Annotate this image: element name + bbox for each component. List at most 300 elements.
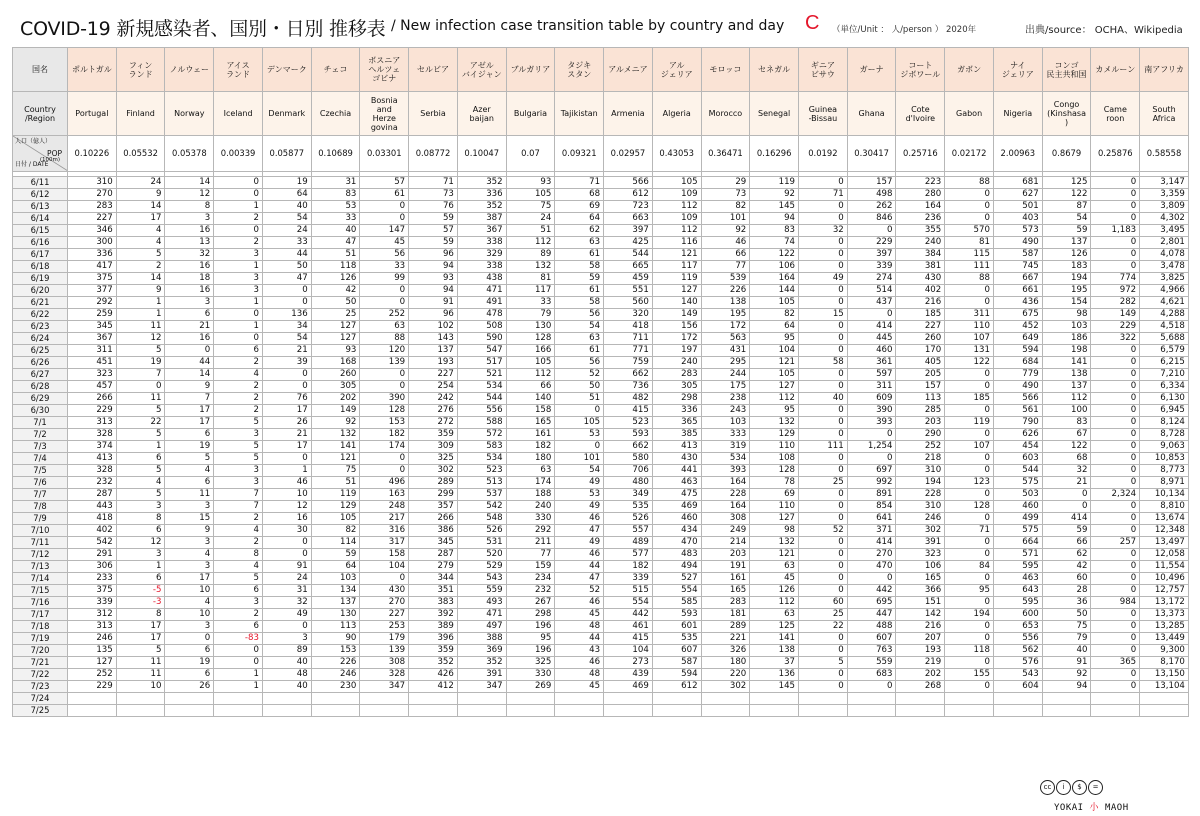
country-name-ja: コート ジボワール [896,48,945,92]
value-cell: 0 [799,537,848,549]
value-cell [165,693,214,705]
value-cell: 542 [457,501,506,513]
value-cell: 313 [68,621,117,633]
value-cell: 21 [165,321,214,333]
date-cell: 7/4 [13,453,68,465]
value-cell: 110 [945,321,994,333]
value-cell: 375 [68,273,117,285]
value-cell: 13,449 [1140,633,1189,645]
table-row [13,669,1189,681]
value-cell: 396 [409,633,458,645]
table-row [13,561,1189,573]
value-cell: 556 [993,633,1042,645]
value-cell: 174 [360,441,409,453]
value-cell: 8 [116,513,165,525]
value-cell: 305 [311,381,360,393]
value-cell: 451 [68,357,117,369]
value-cell: 16 [165,285,214,297]
date-cell: 7/21 [13,657,68,669]
value-cell: 736 [604,381,653,393]
value-cell: 168 [311,357,360,369]
value-cell: 123 [945,477,994,489]
value-cell [214,705,263,717]
value-cell: 121 [652,249,701,261]
value-cell: 88 [360,333,409,345]
value-cell: 1,183 [1091,225,1140,237]
value-cell: 8 [214,549,263,561]
value-cell: 627 [993,189,1042,201]
value-cell: 0 [945,381,994,393]
value-cell: 48 [555,669,604,681]
value-cell: 0 [1091,525,1140,537]
value-cell: 59 [409,237,458,249]
value-cell: 138 [750,645,799,657]
value-cell: 603 [993,453,1042,465]
value-cell: 2 [214,393,263,405]
value-cell: 333 [701,429,750,441]
value-cell: 471 [457,285,506,297]
value-cell: 18 [165,273,214,285]
value-cell: 120 [360,345,409,357]
date-cell: 6/12 [13,189,68,201]
value-cell [457,705,506,717]
value-cell: 0 [116,381,165,393]
value-cell: 54 [555,465,604,477]
value-cell: 10 [165,609,214,621]
table-row [13,705,1189,717]
date-cell: 6/11 [13,177,68,189]
value-cell: 371 [847,525,896,537]
value-cell: 10 [116,681,165,693]
value-cell: 128 [945,501,994,513]
country-name-en: Bosnia and Herze govina [360,92,409,136]
value-cell: 43 [555,645,604,657]
country-name-en: Armenia [604,92,653,136]
value-cell: 6,945 [1140,405,1189,417]
date-cell: 6/30 [13,405,68,417]
value-cell: 75 [506,201,555,213]
value-cell: 463 [993,573,1042,585]
value-cell: 4 [214,561,263,573]
value-cell: 79 [1042,633,1091,645]
value-cell: 298 [652,393,701,405]
value-cell [506,705,555,717]
value-cell: 181 [701,609,750,621]
value-cell: 367 [68,333,117,345]
value-cell: 113 [311,621,360,633]
value-cell: 17 [116,621,165,633]
value-cell: 145 [750,201,799,213]
value-cell: 137 [1042,381,1091,393]
value-cell: 1 [262,465,311,477]
value-cell: 413 [68,453,117,465]
value-cell: 5 [116,429,165,441]
value-cell: 0 [1091,369,1140,381]
value-cell: 40 [311,225,360,237]
value-cell: 91 [1042,657,1091,669]
value-cell: 6 [165,669,214,681]
value-cell: 9,063 [1140,441,1189,453]
value-cell: 470 [847,561,896,573]
table-row [13,201,1189,213]
sheet-letter: C [805,12,820,34]
table-row [13,237,1189,249]
country-name-en: Gabon [945,92,994,136]
value-cell: 92 [1042,669,1091,681]
value-cell: 136 [262,309,311,321]
value-cell: 417 [68,261,117,273]
value-cell: 24 [506,213,555,225]
date-cell: 7/11 [13,537,68,549]
value-cell: 105 [506,189,555,201]
value-cell: 414 [847,321,896,333]
value-cell: 22 [116,417,165,429]
value-cell: 4 [165,549,214,561]
value-cell: 320 [604,309,653,321]
value-cell: 242 [409,393,458,405]
value-cell: 0 [214,189,263,201]
country-name-ja: ガボン [945,48,994,92]
value-cell: 282 [1091,297,1140,309]
value-cell: 246 [311,669,360,681]
value-cell: 223 [896,177,945,189]
value-cell: 61 [555,345,604,357]
country-name-ja: ポルトガル [68,48,117,92]
value-cell: 219 [896,657,945,669]
value-cell: 76 [262,393,311,405]
value-cell: 17 [165,417,214,429]
value-cell: 393 [701,465,750,477]
table-row [13,549,1189,561]
value-cell: 543 [457,573,506,585]
value-cell [311,705,360,717]
value-cell: 127 [311,333,360,345]
value-cell: 1 [116,297,165,309]
value-cell: 0 [799,549,848,561]
value-cell: 66 [701,249,750,261]
date-cell: 7/18 [13,621,68,633]
value-cell: 5 [116,645,165,657]
value-cell: 216 [896,297,945,309]
value-cell: 60 [1042,573,1091,585]
value-cell: 118 [311,261,360,273]
date-cell: 7/10 [13,525,68,537]
value-cell: 3,809 [1140,201,1189,213]
value-cell: 163 [360,489,409,501]
value-cell: 32 [165,249,214,261]
value-cell: 13,285 [1140,621,1189,633]
value-cell: 0 [1091,441,1140,453]
value-cell: 1 [214,261,263,273]
value-cell: 0 [1091,189,1140,201]
value-cell: 0 [360,297,409,309]
value-cell: 287 [409,549,458,561]
value-cell: 0 [799,681,848,693]
value-cell: 63 [555,237,604,249]
value-cell: 138 [701,297,750,309]
value-cell: 723 [604,201,653,213]
value-cell: 33 [311,213,360,225]
value-cell [1140,693,1189,705]
country-name-en: Came roon [1091,92,1140,136]
value-cell: 0 [1091,585,1140,597]
value-cell: 159 [506,561,555,573]
value-cell: 325 [409,453,458,465]
value-cell: 488 [847,621,896,633]
value-cell: 3 [214,477,263,489]
value-cell: 0 [1091,345,1140,357]
value-cell: 194 [896,477,945,489]
value-cell: 675 [993,309,1042,321]
value-cell: 359 [409,645,458,657]
value-cell: 101 [701,213,750,225]
value-cell: 164 [701,477,750,489]
value-cell: 2 [214,537,263,549]
value-cell: 352 [457,657,506,669]
value-cell: 47 [311,237,360,249]
value-cell: 270 [360,597,409,609]
value-cell: 418 [604,321,653,333]
value-cell: 483 [652,549,701,561]
value-cell: 53 [555,489,604,501]
value-cell: 0 [847,573,896,585]
value-cell: 0 [945,465,994,477]
value-cell: 434 [652,525,701,537]
value-cell: 83 [750,225,799,237]
infection-table [12,47,1188,803]
value-cell: 339 [68,597,117,609]
value-cell: 365 [652,417,701,429]
value-cell: 94 [409,261,458,273]
value-cell: 414 [847,537,896,549]
value-cell: 439 [604,669,653,681]
value-cell: 560 [604,297,653,309]
value-cell: 13 [165,237,214,249]
value-cell: 289 [701,621,750,633]
value-cell: 6 [165,645,214,657]
value-cell: 323 [896,549,945,561]
table-row [13,513,1189,525]
value-cell: 0 [945,657,994,669]
value-cell: 846 [847,213,896,225]
value-cell: 144 [750,285,799,297]
value-cell: 1 [214,321,263,333]
value-cell: 91 [262,561,311,573]
table-row [13,261,1189,273]
value-cell [1140,705,1189,717]
value-cell: 229 [68,681,117,693]
value-cell: 531 [457,537,506,549]
value-cell: 211 [506,537,555,549]
value-cell [799,705,848,717]
value-cell: 54 [262,213,311,225]
value-cell: 42 [1042,561,1091,573]
value-cell: 0 [799,261,848,273]
value-cell: 11 [116,321,165,333]
value-cell [262,705,311,717]
value-cell: 469 [604,681,653,693]
value-cell: 194 [1042,273,1091,285]
value-cell: 17 [262,441,311,453]
value-cell: 11 [116,393,165,405]
value-cell: 59 [1042,525,1091,537]
value-cell: 127 [68,657,117,669]
value-cell: 132 [311,429,360,441]
value-cell: 563 [701,333,750,345]
value-cell: 299 [409,489,458,501]
value-cell: 117 [506,285,555,297]
value-cell: 626 [993,429,1042,441]
value-cell: 93 [409,273,458,285]
value-cell: 147 [360,225,409,237]
value-cell: 551 [604,285,653,297]
value-cell: 10,496 [1140,573,1189,585]
table-row [13,597,1189,609]
date-cell: 7/15 [13,585,68,597]
data-table [12,47,1189,717]
country-name-ja: フィン ランド [116,48,165,92]
value-cell: 179 [360,633,409,645]
value-cell: 6,215 [1140,357,1189,369]
title-ja: COVID-19 新規感染者、国別・日別 推移表 [20,18,386,40]
table-row [13,285,1189,297]
value-cell: 0 [799,645,848,657]
value-cell: 576 [993,657,1042,669]
value-cell: 2 [214,381,263,393]
value-cell: 390 [847,405,896,417]
country-name-ja: カメルーン [1091,48,1140,92]
value-cell: 575 [993,477,1042,489]
value-cell: 112 [652,201,701,213]
value-cell: 369 [457,645,506,657]
value-cell: 93 [311,345,360,357]
value-cell: 336 [652,405,701,417]
value-cell: 132 [750,417,799,429]
value-cell: 590 [457,333,506,345]
value-cell: 445 [847,333,896,345]
population-cell: 0.25716 [896,136,945,172]
value-cell [1091,705,1140,717]
value-cell: 89 [262,645,311,657]
value-cell: 90 [311,633,360,645]
value-cell: 229 [68,405,117,417]
value-cell: 572 [457,429,506,441]
table-row [13,573,1189,585]
date-cell: 6/16 [13,237,68,249]
table-row [13,633,1189,645]
value-cell: 40 [262,681,311,693]
value-cell: 490 [993,237,1042,249]
value-cell: 514 [847,285,896,297]
value-cell: 28 [1042,585,1091,597]
population-cell: 0.05378 [165,136,214,172]
country-name-ja: モロッコ [701,48,750,92]
value-cell: 158 [506,405,555,417]
value-cell [750,705,799,717]
value-cell: 317 [360,537,409,549]
value-cell: 51 [311,249,360,261]
date-cell: 7/2 [13,429,68,441]
value-cell: 390 [360,393,409,405]
value-cell: 595 [993,597,1042,609]
value-cell: 62 [1042,549,1091,561]
value-cell: 26 [165,681,214,693]
value-cell: 262 [847,201,896,213]
value-cell: 59 [1042,225,1091,237]
country-name-en: Denmark [262,92,311,136]
value-cell: 257 [1091,537,1140,549]
value-cell: 305 [652,381,701,393]
value-cell: 482 [604,393,653,405]
value-cell: 252 [68,669,117,681]
value-cell: 73 [701,189,750,201]
date-cell: 7/16 [13,597,68,609]
value-cell: 377 [68,285,117,297]
value-cell: 82 [311,525,360,537]
value-cell: 105 [506,357,555,369]
value-cell: 490 [993,381,1042,393]
value-cell: 119 [652,273,701,285]
value-cell: 498 [847,189,896,201]
value-cell: 137 [1042,237,1091,249]
value-cell: 276 [409,405,458,417]
table-row [13,657,1189,669]
value-cell: 165 [701,585,750,597]
value-cell: 544 [604,249,653,261]
value-cell [701,705,750,717]
value-cell: 46 [701,237,750,249]
value-cell: 33 [506,297,555,309]
value-cell: 392 [409,609,458,621]
value-cell: 0 [1042,489,1091,501]
value-cell: 571 [993,549,1042,561]
value-cell: 126 [1042,249,1091,261]
value-cell: 105 [555,417,604,429]
value-cell: 523 [604,417,653,429]
value-cell: 183 [1042,261,1091,273]
population-row [13,136,1189,172]
value-cell: 77 [506,549,555,561]
value-cell: 63 [555,333,604,345]
value-cell: 164 [701,501,750,513]
value-cell: 0 [945,513,994,525]
value-cell [652,693,701,705]
value-cell: 94 [750,213,799,225]
value-cell: 194 [945,609,994,621]
date-cell: 7/14 [13,573,68,585]
value-cell: 137 [409,345,458,357]
value-cell: 12 [262,501,311,513]
value-cell: 561 [993,405,1042,417]
date-cell: 6/21 [13,297,68,309]
value-cell: 6 [116,573,165,585]
value-cell: 48 [555,621,604,633]
value-cell: 0 [799,513,848,525]
value-cell: 402 [896,285,945,297]
date-cell: 7/13 [13,561,68,573]
value-cell: 4,078 [1140,249,1189,261]
value-cell: 430 [652,453,701,465]
value-cell: 0 [165,345,214,357]
source-label: 出典/source： OCHA、Wikipedia [1025,25,1183,36]
value-cell: 1 [214,681,263,693]
value-cell: 0 [360,369,409,381]
value-cell: 0 [214,309,263,321]
value-cell: 50 [311,297,360,309]
value-cell: 4,621 [1140,297,1189,309]
value-cell: 3,359 [1140,189,1189,201]
value-cell: 71 [409,177,458,189]
